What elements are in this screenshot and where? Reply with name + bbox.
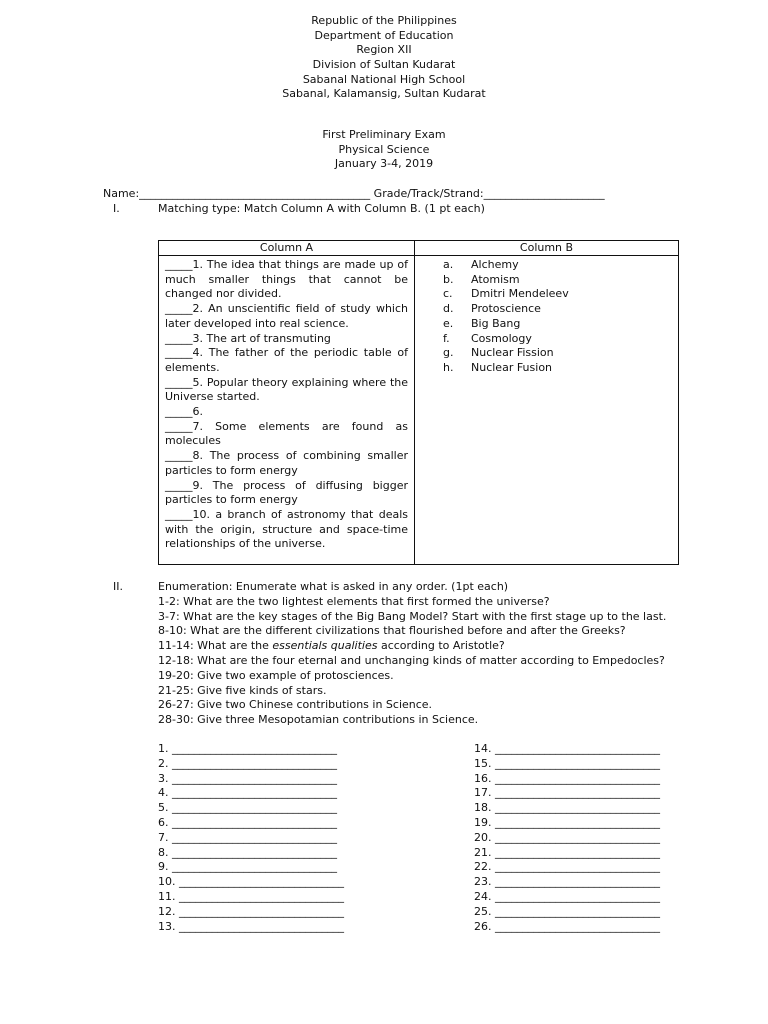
answer-blank[interactable]: ______________________________: [172, 845, 337, 859]
school-header: [0, 14, 768, 102]
answer-line[interactable]: [158, 772, 344, 787]
answer-line[interactable]: [158, 786, 344, 801]
choice-text: Big Bang: [471, 316, 521, 330]
answer-blank[interactable]: ______________________________: [179, 889, 344, 903]
choice-text: Nuclear Fission: [471, 346, 554, 360]
column-b-item: [421, 332, 672, 347]
answer-number: 3.: [158, 771, 169, 785]
enumeration-question: 12-18: What are the four eternal and unchanging kinds of matter according to Empedocles?: [158, 653, 665, 667]
column-b-cell: [415, 256, 679, 565]
answer-blank[interactable]: ______________________________: [172, 742, 337, 755]
answer-column-right: [474, 742, 660, 934]
answer-number: 11.: [158, 889, 176, 903]
choice-text: Nuclear Fusion: [471, 360, 553, 374]
column-a-item: _____4. The father of the periodic table of elements.: [165, 346, 408, 374]
exam-date: January 3-4, 2019: [334, 157, 434, 171]
answer-line[interactable]: [474, 846, 660, 861]
column-b-item: [421, 346, 672, 361]
choice-text: Cosmology: [471, 331, 532, 345]
column-a-item: _____6.: [165, 405, 203, 419]
answer-blank[interactable]: ______________________________: [495, 756, 660, 770]
answer-line[interactable]: [158, 846, 344, 861]
answer-number: 14.: [474, 742, 492, 755]
answer-number: 10.: [158, 875, 176, 889]
name-blank[interactable]: __________________________________________: [139, 187, 371, 200]
answer-blank[interactable]: ______________________________: [495, 830, 660, 844]
enumeration-question: 26-27: Give two Chinese contributions in Science.: [158, 698, 433, 712]
answer-blank[interactable]: ______________________________: [495, 860, 660, 874]
answer-number: 9.: [158, 860, 169, 874]
exam-title: First Preliminary Exam: [322, 128, 446, 141]
answer-blank[interactable]: ______________________________: [179, 875, 344, 889]
header-line: Sabanal National High School: [302, 72, 466, 86]
answer-blank[interactable]: ______________________________: [495, 786, 660, 800]
answer-blank[interactable]: ______________________________: [495, 801, 660, 815]
answer-number: 7.: [158, 830, 169, 844]
enumeration-question: 28-30: Give three Mesopotamian contributions in Science.: [158, 713, 479, 727]
choice-letter: b.: [443, 272, 454, 286]
answer-number: 2.: [158, 756, 169, 770]
answer-line[interactable]: [474, 816, 660, 831]
answer-blank[interactable]: ______________________________: [495, 815, 660, 829]
answer-blank[interactable]: ______________________________: [172, 815, 337, 829]
answer-line[interactable]: [474, 742, 660, 757]
column-a-cell: [159, 256, 415, 565]
answer-line[interactable]: [474, 772, 660, 787]
header-line: Republic of the Philippines: [311, 14, 457, 27]
column-b-item: [421, 361, 672, 376]
section2-instruction: Enumeration: Enumerate what is asked in any order. (1pt each): [158, 580, 509, 593]
answer-blank[interactable]: ______________________________: [495, 875, 660, 889]
choice-letter: a.: [443, 258, 454, 271]
answer-blank[interactable]: ______________________________: [495, 904, 660, 918]
column-a-item: _____3. The art of transmuting: [165, 331, 331, 345]
header-line: Division of Sultan Kudarat: [312, 58, 456, 72]
answer-blank[interactable]: ______________________________: [172, 771, 337, 785]
section2-number: II.: [113, 580, 123, 593]
column-b-item: [421, 258, 672, 273]
choice-letter: d.: [443, 302, 454, 316]
name-label: Name:: [103, 187, 140, 200]
answer-line[interactable]: [474, 831, 660, 846]
answer-line[interactable]: [474, 801, 660, 816]
answer-blank[interactable]: ______________________________: [172, 860, 337, 874]
answer-number: 23.: [474, 875, 492, 889]
header-line: Region XII: [356, 43, 412, 57]
choice-text: Protoscience: [471, 302, 541, 316]
answer-blank[interactable]: ______________________________: [495, 889, 660, 903]
answer-line[interactable]: [158, 757, 344, 772]
choice-text: Dmitri Mendeleev: [471, 287, 569, 301]
answer-blank[interactable]: ______________________________: [172, 756, 337, 770]
answer-line[interactable]: [158, 816, 344, 831]
answer-number: 16.: [474, 771, 492, 785]
grade-blank[interactable]: ______________________: [483, 187, 605, 200]
column-b-header: Column B: [415, 241, 679, 256]
header-line: Sabanal, Kalamansig, Sultan Kudarat: [282, 87, 486, 101]
answer-line[interactable]: [474, 757, 660, 772]
answer-number: 25.: [474, 904, 492, 918]
answer-number: 21.: [474, 845, 492, 859]
exam-subject: Physical Science: [338, 142, 430, 156]
column-a-item: _____9. The process of diffusing bigger particles to form energy: [165, 478, 408, 507]
answer-line[interactable]: [158, 890, 344, 905]
answer-line[interactable]: [158, 801, 344, 816]
answer-blank[interactable]: ______________________________: [495, 845, 660, 859]
answer-line[interactable]: [158, 860, 344, 875]
column-b-item: [421, 287, 672, 302]
answer-number: 13.: [158, 919, 176, 933]
answer-line[interactable]: [158, 905, 344, 920]
section1-instruction: Matching type: Match Column A with Column B. (1 pt each): [158, 202, 485, 215]
answer-number: 18.: [474, 801, 492, 815]
choice-letter: h.: [443, 360, 454, 374]
answer-blank[interactable]: ______________________________: [179, 919, 344, 933]
column-b-item: [421, 302, 672, 317]
answer-number: 5.: [158, 801, 169, 815]
choice-text: Atomism: [471, 272, 520, 286]
emphasis-text: essentials qualities: [272, 639, 378, 653]
answer-blank[interactable]: ______________________________: [495, 742, 660, 755]
choice-text: Alchemy: [471, 258, 519, 271]
column-a-item: _____7. Some elements are found as molecules: [165, 419, 408, 448]
matching-table: [158, 240, 679, 565]
column-b-item: [421, 273, 672, 288]
grade-label: Grade/Track/Strand:: [373, 187, 484, 200]
answer-number: 20.: [474, 830, 492, 844]
answer-number: 1.: [158, 742, 169, 755]
enumeration-question: 19-20: Give two example of protosciences.: [158, 668, 394, 682]
choice-letter: e.: [443, 316, 454, 330]
answer-line[interactable]: [474, 875, 660, 890]
answer-line[interactable]: [158, 875, 344, 890]
answer-number: 15.: [474, 756, 492, 770]
enumeration-block: [158, 580, 666, 728]
enumeration-question: 1-2: What are the two lightest elements that first formed the universe?: [158, 594, 550, 608]
enumeration-question: 11-14: What are the essentials qualities according to Aristotle?: [158, 639, 505, 653]
section1-number: I.: [113, 202, 120, 215]
answer-blank[interactable]: ______________________________: [172, 801, 337, 815]
column-a-item: _____8. The process of combining smaller particles to form energy: [165, 449, 408, 477]
answer-number: 12.: [158, 904, 176, 918]
answer-line[interactable]: [474, 786, 660, 801]
answer-line[interactable]: [158, 831, 344, 846]
answer-blank[interactable]: ______________________________: [172, 830, 337, 844]
answer-blank[interactable]: ______________________________: [179, 904, 344, 918]
answer-blank[interactable]: ______________________________: [495, 771, 660, 785]
column-a-header: Column A: [159, 241, 415, 256]
answer-column-left: [158, 742, 344, 934]
answer-number: 19.: [474, 815, 492, 829]
column-a-item: _____1. The idea that things are made up of much smaller things that cannot be changed nor divided.: [165, 258, 408, 301]
answer-number: 22.: [474, 860, 492, 874]
exam-title-block: [0, 128, 768, 172]
answer-line[interactable]: [474, 905, 660, 920]
answer-blank[interactable]: ______________________________: [172, 786, 337, 800]
column-b-item: [421, 317, 672, 332]
header-line: Department of Education: [314, 28, 454, 42]
answer-line[interactable]: [474, 860, 660, 875]
answer-line[interactable]: [474, 920, 660, 935]
choice-letter: f.: [443, 331, 450, 345]
column-a-item: _____10. a branch of astronomy that deals with the origin, structure and space-time relationships of the universe.: [165, 507, 408, 551]
answer-number: 4.: [158, 786, 169, 800]
answer-line[interactable]: [158, 920, 344, 935]
answer-line[interactable]: [474, 890, 660, 905]
enumeration-question: 3-7: What are the key stages of the Big Bang Model? Start with the first stage up to the last.: [158, 609, 667, 623]
student-info-line: [103, 187, 605, 202]
column-a-item: _____2. An unscientific field of study which later developed into real science.: [165, 302, 408, 330]
answer-number: 17.: [474, 786, 492, 800]
answer-line[interactable]: [158, 742, 344, 757]
answer-number: 6.: [158, 815, 169, 829]
answer-number: 24.: [474, 889, 492, 903]
answer-number: 8.: [158, 845, 169, 859]
answer-blank[interactable]: ______________________________: [495, 919, 660, 933]
answer-number: 26.: [474, 919, 492, 933]
enumeration-question: 21-25: Give five kinds of stars.: [158, 683, 327, 697]
choice-letter: c.: [443, 287, 453, 301]
choice-letter: g.: [443, 346, 454, 360]
column-a-item: _____5. Popular theory explaining where the Universe started.: [165, 375, 408, 404]
enumeration-question: 8-10: What are the different civilizations that flourished before and after the Greeks?: [158, 624, 626, 638]
